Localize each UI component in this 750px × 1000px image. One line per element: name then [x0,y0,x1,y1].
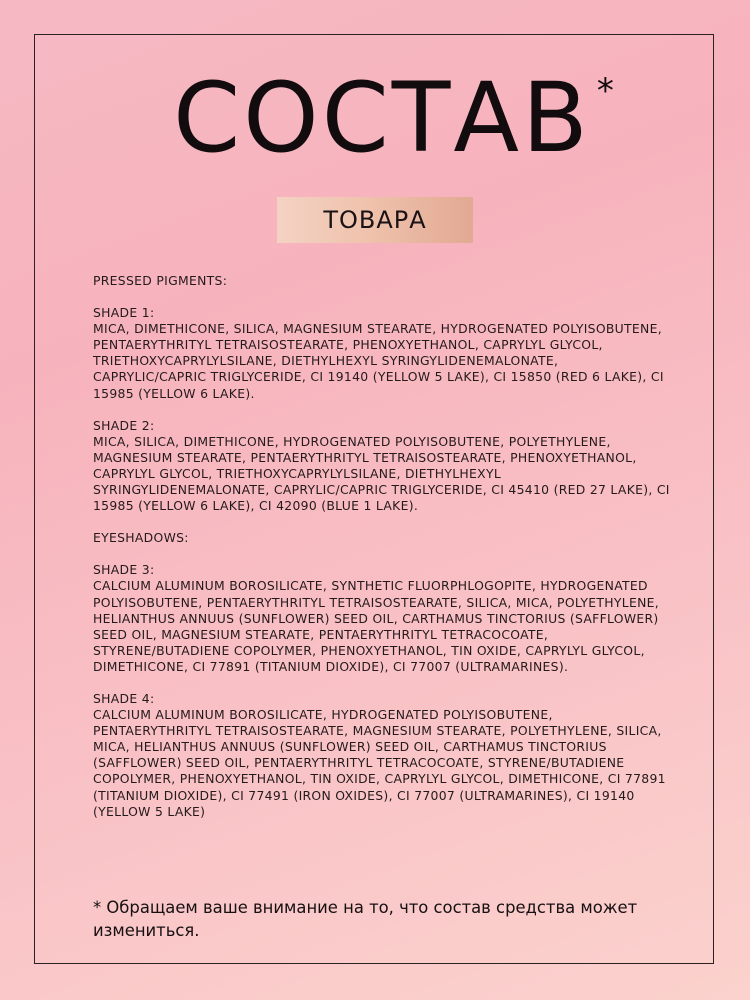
section-text: CALCIUM ALUMINUM BOROSILICATE, SYNTHETIC FLUORPHLOGOPITE, HYDROGENATED POLYISOBUTENE, PENTAERYTHRITYL TETRAISOSTEARATE, SILICA, MICA, POLYETHYLENE, HELIANTHUS ANNUUS (SUNFLOWER) SEED OIL, CARTHAMUS TINCTORIUS (SAFFLOWER) SEED OIL, MAGNESIUM STEARATE, PENTAERYTHRITYL TETRACOCOATE, STYRENE/BUTADIENE COPOLYMER, PHENOXYETHANOL, TIN OXIDE, CAPRYLYL GLYCOL, DIMETHICONE, CI 77891 (TITANIUM DIOXIDE), CI 77007 (ULTRAMARINES). [93,578,660,674]
section-text: CALCIUM ALUMINUM BOROSILICATE, HYDROGENATED POLYISOBUTENE, PENTAERYTHRITYL TETRAISOSTEARATE, MAGNESIUM STEARATE, POLYETHYLENE, SILICA, MICA, HELIANTHUS ANNUUS (SUNFLOWER) SEED OIL, CARTHAMUS TINCTORIUS (SAFFLOWER) SEED OIL, PENTAERYTHRITYL TETRACOCOATE, STYRENE/BUTADIENE COPOLYMER, PHENOXYETHANOL, TIN OXIDE, CAPRYLYL GLYCOL, DIMETHICONE, CI 77891 (TITANIUM DIOXIDE), CI 77491 (IRON OXIDES), CI 77007 (ULTRAMARINES), CI 19140 (YELLOW 5 LAKE) [93,707,666,819]
section-text: MICA, SILICA, DIMETHICONE, HYDROGENATED POLYISOBUTENE, POLYETHYLENE, MAGNESIUM STEARATE, PENTAERYTHRITYL TETRAISOSTEARATE, PHENOXYETHANOL, CAPRYLYL GLYCOL, TRIETHOXYCAPRYLYLSILANE, DIETHYLHEXYL SYRINGYLIDENEMALONATE, CAPRYLIC/CAPRIC TRIGLYCERIDE, CI 45410 (RED 27 LAKE), CI 15985 (YELLOW 6 LAKE), CI 42090 (BLUE 1 LAKE). [93,433,670,514]
section-label: EYESHADOWS: [93,530,189,546]
page-title [173,62,617,174]
section-shade-3 [93,562,673,675]
section-label: SHADE 1: [93,305,155,321]
title-asterisk: * [596,71,617,111]
footnote: * Обращаем ваше внимание на то, что состав средства может измениться. [93,898,638,940]
ingredients-list [93,273,673,836]
subtitle-badge [277,197,473,243]
section-text: MICA, DIMETHICONE, SILICA, MAGNESIUM STEARATE, HYDROGENATED POLYISOBUTENE, PENTAERYTHRITYL TETRAISOSTEARATE, PHENOXYETHANOL, CAPRYLYL GLYCOL, TRIETHOXYCAPRYLYLSILANE, DIETHYLHEXYL SYRINGYLIDENEMALONATE, CAPRYLIC/CAPRIC TRIGLYCERIDE, CI 19140 (YELLOW 5 LAKE), CI 15850 (RED 6 LAKE), CI 15985 (YELLOW 6 LAKE). [93,321,664,401]
section-shade-4 [93,691,673,820]
subtitle-text: ТОВАРА [323,206,427,234]
section-eyeshadows [93,530,673,546]
title-block [0,62,750,174]
section-label: SHADE 3: [93,562,155,578]
section-label: SHADE 4: [93,690,155,706]
section-shade-2 [93,418,673,515]
section-label: PRESSED PIGMENTS: [93,273,228,288]
page-title-text: СОСТАВ [173,62,591,174]
section-label: SHADE 2: [93,417,155,433]
section-shade-1 [93,305,673,402]
section-pressed-pigments [93,273,673,289]
